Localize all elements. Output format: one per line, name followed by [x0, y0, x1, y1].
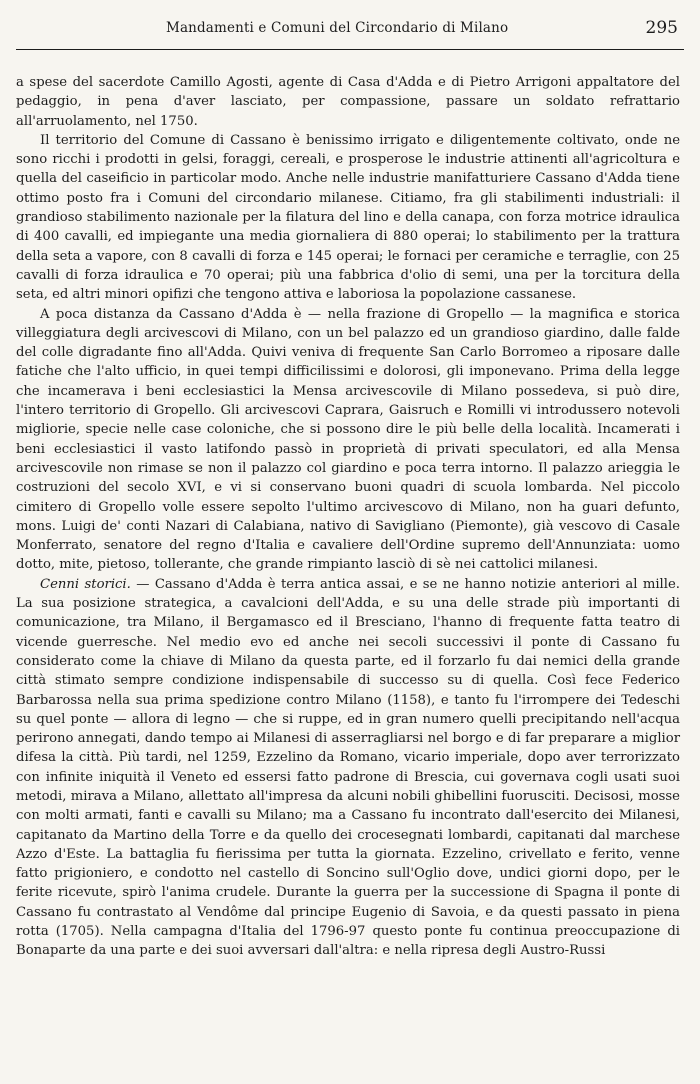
paragraph-4-text: — Cassano d'Adda è terra antica assai, e se ne hanno notizie anteriori al mille. La sua posizione strategica, a cavalcioni dell'Adda, e su una delle strade più importanti di comunicazione, tra Milano, il Bergamasco ed il Bresciano, l'hanno di frequente fatta teatro di vicende guerresche. Nel medio evo ed anche nei secoli successivi il ponte di Cassano fu considerato come la chiave di Milano da questa parte, ed il forzarlo fu dai nemici della grande città stimato sempre condizione indispensabile di successo su di quella. Così fece Federico Barbarossa nella sua prima spedizione contro Milano (1158), e tanto fu l'irrompere dei Tedeschi su quel ponte — allora di legno — che si ruppe, ed in gran numero quelli precipitando nell'acqua perirono annegati, dando tempo ai Milanesi di asserragliarsi nel borgo e di far preparare a miglior difesa la città. Più tardi, nel 1259, Ezzelino da Romano, vicario imperiale, dopo aver terrorizzato con infinite iniquità il Veneto ed essersi fatto padrone di Brescia, cui governava cogli usati suoi metodi, mirava a Milano, allettato all'impresa da alcuni nobili ghibellini fuorusciti. Decisosi, mosse con molti armati, fanti e cavalli su Milano; ma a Cassano fu incontrato dall'esercito dei Milanesi, capitanato da Martino della Torre e da quello dei crocesegnati lombardi, capitanati dal marchese Azzo d'Este. La battaglia fu fierissima per tutta la giornata. Ezzelino, crivellato e ferito, venne fatto prigioniero, e condotto nel castello di Soncino sull'Oglio dove, undici giorni dopo, per le ferite ricevute, spirò l'anima crudele. Durante la guerra per la successione di Spagna il ponte di Cassano fu contrastato al Vendôme dal principe Eugenio di Savoia, e da questi passato in piena rotta (1705). Nella campagna d'Italia del 1796-97 questo ponte fu continua preoccupazione di Bonaparte da una parte e dei suoi avversari dall'altra: e nella ripresa degli Austro-Russi — [16, 576, 680, 959]
paragraph-2: Il territorio del Comune di Cassano è benissimo irrigato e diligentemente coltivato, onde ne sono ricchi i prodotti in gelsi, foraggi, cereali, e prosperose le industrie attinenti all'agricoltura e quella del caseificio in particolar modo. Anche nelle industrie manifatturiere Cassano d'Adda tiene ottimo posto fra i Comuni del circondario milanese. Citiamo, fra gli stabilimenti industriali: il grandioso stabilimento nazionale per la filatura del lino e della canapa, con forza motrice idraulica di 400 cavalli, ed impiegante una media giornaliera di 880 operai; lo stabilimento per la trattura della seta a vapore, con 8 cavalli di forza e 145 operai; le fornaci per ceramiche e terraglie, con 25 cavalli di forza idraulica e 70 operai; più una fabbrica d'olio di semi, una per la torcitura della seta, ed altri minori opifizi che tengono attiva e laboriosa la popolazione cassanese. — [16, 132, 680, 303]
paragraph-1: a spese del sacerdote Camillo Agosti, agente di Casa d'Adda e di Pietro Arrigoni appaltatore del pedaggio, in pena d'aver lasciato, per compassione, passare un soldato refrattario all'arruolamento, nel 1750. — [16, 75, 680, 129]
header-rule — [16, 49, 684, 50]
paragraph-4 — [16, 575, 680, 961]
running-title: Mandamenti e Comuni del Circondario di Milano — [166, 20, 509, 36]
page-header — [16, 18, 684, 42]
section-subheading: Cenni storici. — [40, 576, 131, 592]
paragraph-3: A poca distanza da Cassano d'Adda è — nella frazione di Gropello — la magnifica e storica villeggiatura degli arcivescovi di Milano, con un bel palazzo ed un grandioso giardino, dalle falde del colle digradante fino all'Adda. Quivi veniva di frequente San Carlo Borromeo a riposare dalle fatiche che l'alto ufficio, in quei tempi difficilissimi e dolorosi, gli imponevano. Prima della legge che incamerava i beni ecclesiastici la Mensa arcivescovile di Milano possedeva, si può dire, l'intero territorio di Gropello. Gli arcivescovi Caprara, Gaisruch e Romilli vi introdussero notevoli migliorie, specie nelle case coloniche, che si possono dire le più belle della località. Incamerati i beni ecclesiastici il vasto latifondo passò in proprietà di privati speculatori, ed alla Mensa arcivescovile non rimase se non il palazzo col giardino e poca terra intorno. Il palazzo arieggia le costruzioni del secolo XVI, e vi si conservano buoni quadri di scuola lombarda. Nel piccolo cimitero di Gropello volle essere sepolto l'ultimo arcivescovo di Milano, non ha guari defunto, mons. Luigi de' conti Nazari di Calabiana, nativo di Savigliano (Piemonte), già vescovo di Casale Monferrato, senatore del regno d'Italia e cavaliere dell'Ordine supremo dell'Annunziata: uomo dotto, mite, pietoso, tollerante, che grande rimpianto lasciò di sè nei cattolici milanesi. — [16, 306, 680, 573]
body-text — [16, 73, 680, 961]
page-number: 295 — [645, 18, 678, 38]
